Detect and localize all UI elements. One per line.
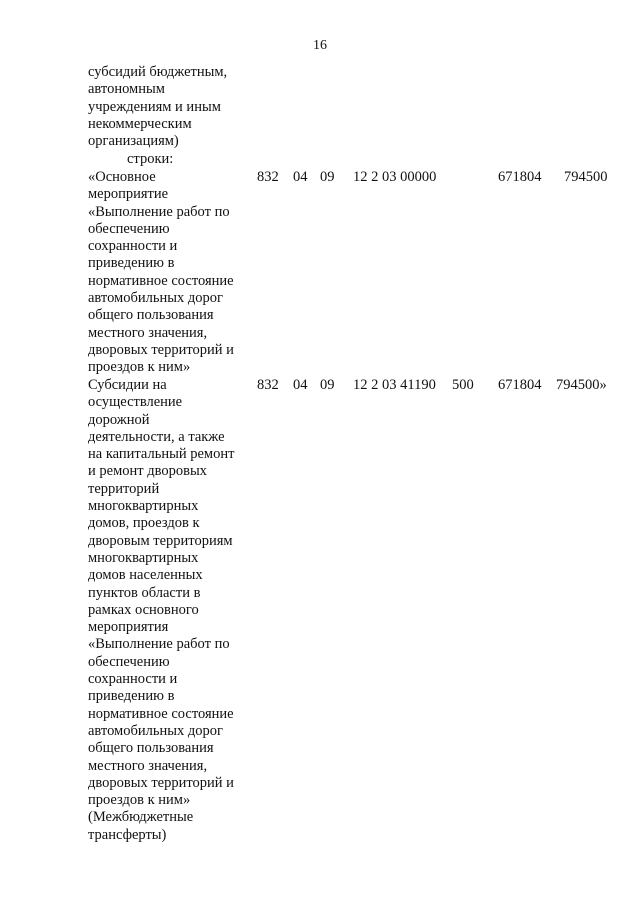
subsection-code: 09 — [320, 377, 335, 393]
expense-type-code: 500 — [452, 377, 474, 393]
grbs-code: 832 — [257, 169, 279, 185]
subsection-code: 09 — [320, 169, 335, 185]
continuation-text: субсидий бюджетным, автономным учреждениям и иным некоммерческим организациям) — [88, 64, 228, 150]
intro-text: строки: — [127, 151, 174, 167]
section-code: 04 — [293, 169, 308, 185]
amount-year1: 671804 — [498, 377, 542, 393]
amount-year1: 671804 — [498, 169, 542, 185]
row-description: «Основное мероприятие «Выполнение работ по обеспечению сохранности и приведению в нормативное состояние автомобильных дорог общего пользования местного значения, дворовых территорий и проездов к ним» — [88, 169, 234, 376]
section-code: 04 — [293, 377, 308, 393]
amount-year2: 794500» — [556, 377, 607, 393]
page-number: 16 — [313, 38, 327, 53]
target-article-code: 12 2 03 00000 — [353, 169, 437, 185]
row-description: Субсидии на осуществление дорожной деятельности, а также на капитальный ремонт и ремонт дворовых территорий многоквартирных домов, проездов к дворовым территориям многоквартирных домов населенных пунктов области в рамках основного мероприятия «Выполнение работ по обеспечению сохранности и приведению в нормативное состояние автомобильных дорог общего пользования местного значения, дворовых территорий и проездов к ним» (Межбюджетные трансферты) — [88, 377, 235, 843]
target-article-code: 12 2 03 41190 — [353, 377, 436, 393]
grbs-code: 832 — [257, 377, 279, 393]
amount-year2: 794500 — [564, 169, 608, 185]
